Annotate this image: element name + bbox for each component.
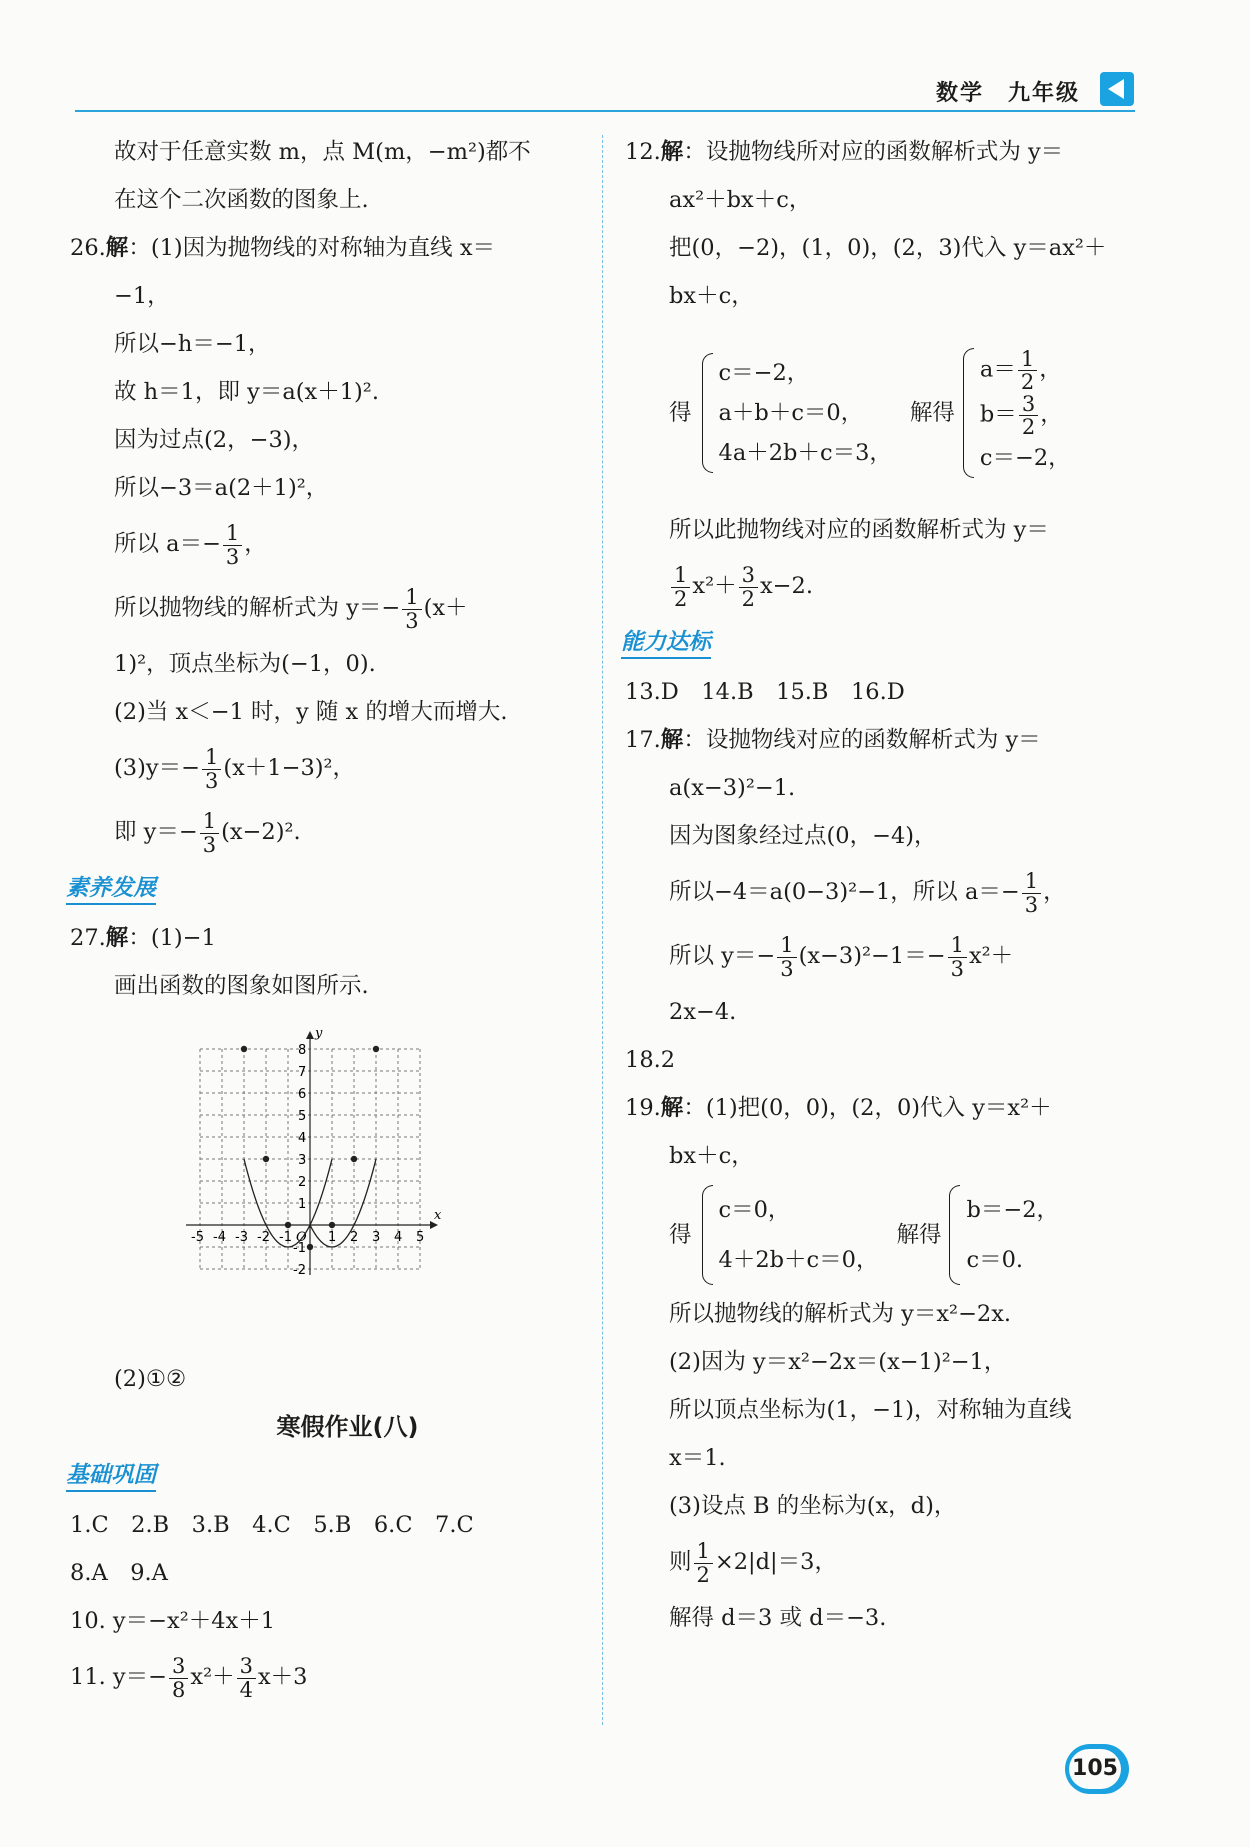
x-tick-label: 3 bbox=[372, 1230, 381, 1245]
question-number: 27. bbox=[70, 925, 106, 951]
solution: c＝0. bbox=[966, 1247, 1024, 1273]
numerator: 1 bbox=[671, 564, 690, 587]
data-point bbox=[241, 1046, 247, 1052]
text: (x−3)²−1＝− bbox=[798, 943, 946, 969]
text-line: 把(0，−2)，(1，0)，(2，3)代入 y＝ax²＋ bbox=[669, 235, 1107, 261]
jie-label: 解 bbox=[660, 1095, 684, 1121]
text-line: a(x−3)²−1. bbox=[669, 775, 796, 801]
text: (x−2)². bbox=[221, 819, 301, 845]
text-line bbox=[70, 576, 585, 640]
answer-line: 18.2 bbox=[625, 1047, 676, 1073]
numerator: 1 bbox=[948, 934, 967, 957]
text: 所以−4＝a(0−3)²−1，所以 a＝− bbox=[669, 879, 1020, 905]
text-line: 2x−4. bbox=[669, 999, 737, 1025]
right-column bbox=[621, 128, 1135, 1642]
y-tick-label: -1 bbox=[293, 1241, 306, 1256]
left-brace bbox=[949, 1185, 960, 1285]
solution: b＝ $\frac{3}{2}$ ， bbox=[979, 392, 1063, 440]
x-tick-label: -3 bbox=[235, 1230, 248, 1245]
text-line: (2)因为 y＝x²−2x＝(x−1)²−1， bbox=[669, 1349, 1007, 1375]
numerator: 1 bbox=[1018, 348, 1037, 371]
fraction bbox=[671, 564, 690, 609]
page-number-badge bbox=[1065, 1744, 1129, 1794]
text-line bbox=[625, 924, 1135, 988]
left-column bbox=[66, 128, 585, 1709]
fraction bbox=[402, 586, 421, 631]
text-line: (3)设点 B 的坐标为(x，d)， bbox=[669, 1493, 957, 1519]
section-heading-jichu: 基础巩固 bbox=[66, 1460, 156, 1492]
text-line bbox=[70, 736, 585, 800]
q27-line bbox=[70, 914, 585, 962]
x-tick-label: -4 bbox=[213, 1230, 226, 1245]
text: 即 y＝− bbox=[114, 819, 198, 845]
equation-system bbox=[702, 1185, 879, 1285]
de-label: 得 bbox=[669, 400, 692, 426]
left-brace bbox=[963, 348, 974, 478]
text-line: −1， bbox=[114, 283, 170, 309]
y-tick-label: 6 bbox=[298, 1087, 307, 1102]
text: b＝ bbox=[979, 401, 1017, 428]
denominator: 2 bbox=[1021, 415, 1036, 440]
y-tick-label: 2 bbox=[298, 1175, 307, 1190]
y-axis-label: y bbox=[315, 1026, 323, 1041]
denominator: 4 bbox=[239, 1677, 253, 1702]
column-divider bbox=[602, 135, 603, 1725]
y-tick-label: 1 bbox=[298, 1197, 307, 1212]
numerator: 1 bbox=[402, 586, 421, 609]
de-label: 得 bbox=[669, 1222, 692, 1248]
jiede-label: 解得 bbox=[909, 400, 955, 426]
text-line bbox=[70, 800, 585, 864]
numerator: 1 bbox=[777, 934, 796, 957]
x-tick-label: -1 bbox=[279, 1230, 292, 1245]
text-line: x＝1. bbox=[669, 1445, 726, 1471]
denominator: 8 bbox=[172, 1677, 186, 1702]
y-tick-label: -2 bbox=[293, 1263, 306, 1278]
text: x²＋ bbox=[968, 943, 1014, 969]
y-tick-label: 4 bbox=[298, 1131, 307, 1146]
section-heading-suyang: 素养发展 bbox=[66, 873, 156, 905]
parabola-graph bbox=[70, 1010, 585, 1355]
numerator: 3 bbox=[169, 1655, 188, 1678]
y-axis-arrow bbox=[306, 1031, 314, 1039]
section-heading-nengli: 能力达标 bbox=[621, 627, 711, 659]
denominator: 3 bbox=[405, 608, 419, 633]
text: ×2|d|＝3， bbox=[714, 1549, 837, 1575]
q26-line bbox=[70, 224, 585, 272]
denominator: 3 bbox=[780, 956, 794, 981]
text: (3)y＝− bbox=[114, 755, 200, 781]
q19-line bbox=[625, 1084, 1135, 1132]
text: (x＋1−3)²， bbox=[223, 755, 356, 781]
data-point bbox=[263, 1156, 269, 1162]
q17-line bbox=[625, 716, 1135, 764]
text: ：设抛物线所对应的函数解析式为 y＝ bbox=[683, 139, 1064, 165]
x-tick-label: -2 bbox=[257, 1230, 270, 1245]
q12-system bbox=[625, 320, 1135, 506]
fraction bbox=[202, 746, 221, 791]
numerator: 1 bbox=[223, 522, 242, 545]
text-line: 解得 d＝3 或 d＝−3. bbox=[669, 1605, 887, 1631]
text-line: 所以抛物线的解析式为 y＝x²−2x. bbox=[669, 1301, 1012, 1327]
text-line: 所以−3＝a(2＋1)²， bbox=[114, 475, 329, 501]
origin-label: O bbox=[296, 1230, 307, 1245]
header-title: 数学 九年级 bbox=[935, 81, 1080, 106]
text: (x＋ bbox=[423, 595, 468, 621]
text: 11. y＝− bbox=[70, 1664, 167, 1690]
parabola-curve-right bbox=[310, 1159, 376, 1247]
solution-system bbox=[963, 348, 1071, 478]
text-line: 所以−h＝−1， bbox=[114, 331, 271, 357]
x-tick-label: 1 bbox=[328, 1230, 337, 1245]
jiede-label: 解得 bbox=[896, 1222, 942, 1248]
text-line: 所以顶点坐标为(1，−1)，对称轴为直线 bbox=[669, 1397, 1072, 1423]
question-number: 17. bbox=[625, 727, 661, 753]
x-axis-label: x bbox=[434, 1208, 442, 1223]
equation: 4＋2b＋c＝0， bbox=[718, 1247, 879, 1273]
fraction bbox=[1018, 348, 1037, 393]
text-line: bx＋c， bbox=[669, 283, 754, 309]
text: x＋3 bbox=[257, 1664, 308, 1690]
data-point bbox=[373, 1046, 379, 1052]
text: x²＋ bbox=[190, 1664, 235, 1690]
text: ：(1)−1 bbox=[128, 925, 216, 951]
numerator: 1 bbox=[200, 810, 219, 833]
text: 则 bbox=[669, 1549, 692, 1575]
text-line: (2)当 x＜−1 时，y 随 x 的增大而增大. bbox=[114, 699, 508, 725]
numerator: 1 bbox=[1022, 870, 1041, 893]
data-point bbox=[285, 1222, 291, 1228]
text-line: 所以此抛物线对应的函数解析式为 y＝ bbox=[669, 517, 1049, 543]
chapter-title: 寒假作业(八) bbox=[276, 1413, 419, 1441]
page-number: 105 bbox=[1069, 1749, 1121, 1789]
header-arrow-icon bbox=[1100, 72, 1134, 106]
equation-system bbox=[702, 353, 892, 473]
text-line: 故对于任意实数 m，点 M(m，−m²)都不 bbox=[114, 139, 531, 165]
text-line: 在这个二次函数的图象上. bbox=[114, 187, 369, 213]
answer-line: 8.A 9.A bbox=[70, 1560, 168, 1586]
fraction bbox=[1019, 393, 1038, 438]
y-tick-label: 5 bbox=[298, 1109, 307, 1124]
x-tick-label: 2 bbox=[350, 1230, 359, 1245]
denominator: 3 bbox=[1024, 892, 1039, 917]
y-tick-label: 8 bbox=[298, 1043, 307, 1058]
numerator: 3 bbox=[1019, 393, 1038, 416]
text-line: 所以−4＝a(0−3)²−1，所以 a＝− $\frac{1}{3}$ ， bbox=[669, 869, 1066, 917]
denominator: 2 bbox=[741, 586, 755, 611]
text-line: 1)²，顶点坐标为(−1，0). bbox=[114, 651, 376, 677]
x-tick-label: -5 bbox=[191, 1230, 204, 1245]
denominator: 2 bbox=[674, 586, 688, 611]
question-number: 26. bbox=[70, 235, 106, 261]
fraction bbox=[169, 1655, 188, 1700]
fraction bbox=[694, 1540, 713, 1585]
y-tick-label: 7 bbox=[298, 1065, 307, 1080]
x-tick-label: 4 bbox=[394, 1230, 403, 1245]
answer-line: 1.C 2.B 3.B 4.C 5.B 6.C 7.C bbox=[70, 1512, 474, 1538]
denominator: 2 bbox=[1020, 369, 1035, 394]
text: a＝ bbox=[979, 356, 1016, 383]
answer-line: 13.D 14.B 15.B 16.D bbox=[625, 679, 905, 705]
header-rule bbox=[75, 110, 1135, 112]
system-lines bbox=[719, 1185, 879, 1285]
numerator: 1 bbox=[694, 1540, 713, 1563]
fraction bbox=[948, 934, 967, 979]
solution-system bbox=[949, 1185, 1059, 1285]
text: 所以 a＝− bbox=[114, 531, 221, 557]
numerator: 1 bbox=[202, 746, 221, 769]
fraction bbox=[739, 564, 758, 609]
denominator: 3 bbox=[202, 832, 217, 857]
answer-line bbox=[70, 1645, 585, 1709]
x-tick-label: 5 bbox=[416, 1230, 425, 1245]
left-brace bbox=[702, 1185, 713, 1285]
text-line bbox=[625, 1530, 1135, 1594]
text-line: 因为图象经过点(0，−4)， bbox=[669, 823, 937, 849]
text-line: ax²＋bx＋c， bbox=[669, 187, 812, 213]
text: ：(1)把(0，0)，(2，0)代入 y＝x²＋ bbox=[683, 1095, 1052, 1121]
denominator: 3 bbox=[950, 956, 964, 981]
jie-label: 解 bbox=[660, 139, 684, 165]
numerator: 3 bbox=[237, 1655, 256, 1678]
data-point bbox=[307, 1244, 313, 1250]
equation: a＋b＋c＝0， bbox=[718, 400, 864, 426]
denominator: 3 bbox=[204, 768, 219, 793]
text: x−2. bbox=[759, 573, 813, 599]
q12-line bbox=[625, 128, 1135, 176]
text: 所以抛物线的解析式为 y＝− bbox=[114, 595, 401, 621]
text-line bbox=[70, 512, 585, 576]
fraction bbox=[237, 1655, 256, 1700]
text-line: 故 h＝1，即 y＝a(x＋1)². bbox=[114, 379, 379, 405]
left-brace bbox=[702, 353, 713, 473]
system-lines bbox=[966, 1185, 1059, 1285]
equation: 4a＋2b＋c＝3， bbox=[718, 440, 892, 466]
q19-system bbox=[625, 1180, 1135, 1290]
equation: c＝−2， bbox=[718, 360, 810, 386]
data-point bbox=[351, 1156, 357, 1162]
fraction bbox=[200, 810, 219, 855]
numerator: 3 bbox=[739, 564, 758, 587]
jie-label: 解 bbox=[660, 727, 684, 753]
fraction bbox=[1022, 870, 1041, 915]
solution: c＝−2， bbox=[979, 445, 1071, 472]
text-line: 因为过点(2，−3)， bbox=[114, 427, 315, 453]
question-number: 12. bbox=[625, 139, 661, 165]
text-line: bx＋c， bbox=[669, 1143, 754, 1169]
solution: a＝ $\frac{1}{2}$ ， bbox=[979, 346, 1062, 394]
denominator: 3 bbox=[225, 544, 240, 569]
text: ：(1)因为抛物线的对称轴为直线 x＝ bbox=[128, 235, 496, 261]
fraction bbox=[777, 934, 796, 979]
jie-label: 解 bbox=[105, 925, 129, 951]
system-lines bbox=[719, 353, 892, 473]
solution: b＝−2， bbox=[966, 1197, 1060, 1223]
text: ：设抛物线对应的函数解析式为 y＝ bbox=[683, 727, 1041, 753]
text: x²＋ bbox=[692, 573, 737, 599]
text: ， bbox=[244, 531, 267, 557]
jie-label: 解 bbox=[105, 235, 129, 261]
text-line bbox=[625, 554, 1135, 618]
equation: c＝0， bbox=[718, 1197, 791, 1223]
question-number: 19. bbox=[625, 1095, 661, 1121]
answer-line: 10. y＝−x²＋4x＋1 bbox=[70, 1608, 276, 1634]
y-tick-label: 3 bbox=[298, 1153, 307, 1168]
data-point bbox=[329, 1222, 335, 1228]
system-lines bbox=[980, 348, 1071, 478]
fraction bbox=[223, 522, 242, 567]
text-line: 画出函数的图象如图所示. bbox=[114, 973, 369, 999]
text-line: (2)①② bbox=[114, 1366, 187, 1392]
text: 所以 y＝− bbox=[669, 943, 776, 969]
denominator: 2 bbox=[696, 1562, 710, 1587]
graph-svg bbox=[170, 1010, 450, 1355]
